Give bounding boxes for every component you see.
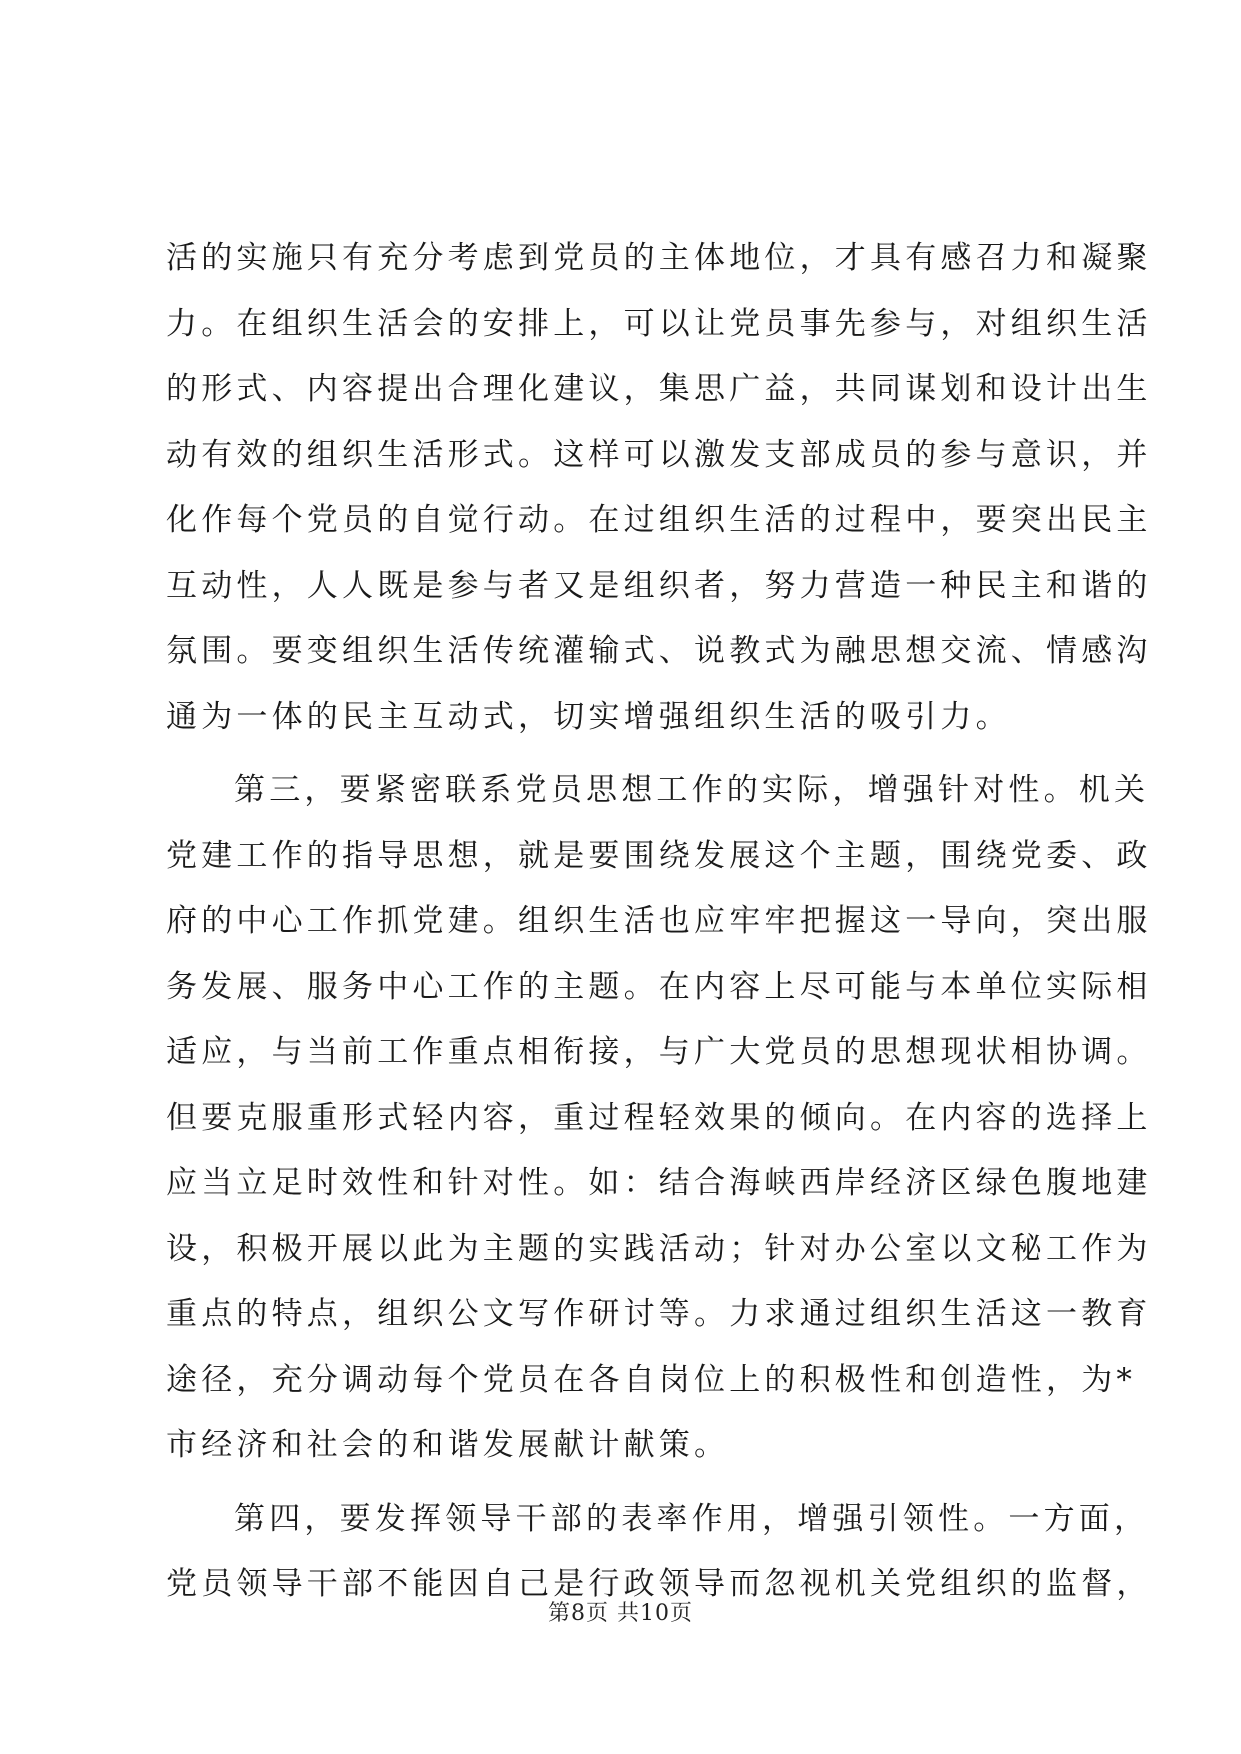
- paragraph-line: 设，积极开展以此为主题的实践活动；针对办公室以文秘工作为: [166, 1230, 1152, 1267]
- paragraph-line: 的形式、内容提出合理化建议，集思广益，共同谋划和设计出生: [166, 371, 1152, 407]
- paragraph-line: 互动性，人人既是参与者又是组织者，努力营造一种民主和谐的: [166, 567, 1152, 604]
- paragraph-first-line: 第四，要发挥领导干部的表率作用，增强引领性。一方面，: [234, 1500, 1150, 1537]
- paragraph-line: 务发展、服务中心工作的主题。在内容上尽可能与本单位实际相: [166, 968, 1152, 1005]
- paragraph-line: 氛围。要变组织生活传统灌输式、说教式为融思想交流、情感沟: [166, 633, 1152, 669]
- paragraph-line: 力。在组织生活会的安排上，可以让党员事先参与，对组织生活: [166, 305, 1152, 342]
- paragraph-line: 通为一体的民主互动式，切实增强组织生活的吸引力。: [166, 698, 1011, 735]
- paragraph-line: 化作每个党员的自觉行动。在过组织生活的过程中，要突出民主: [166, 502, 1152, 538]
- paragraph-line: 党员领导干部不能因自己是行政领导而忽视机关党组织的监督，: [166, 1566, 1152, 1602]
- paragraph-line: 重点的特点，组织公文写作研讨等。力求通过组织生活这一教育: [166, 1296, 1152, 1332]
- paragraph-line: 活的实施只有充分考虑到党员的主体地位，才具有感召力和凝聚: [166, 240, 1152, 276]
- paragraph-line: 府的中心工作抓党建。组织生活也应牢牢把握这一导向，突出服: [166, 903, 1152, 939]
- paragraph-first-line: 第三，要紧密联系党员思想工作的实际，增强针对性。机关: [234, 772, 1150, 808]
- paragraph-line: 动有效的组织生活形式。这样可以激发支部成员的参与意识，并: [166, 436, 1152, 473]
- paragraph-line: 适应，与当前工作重点相衔接，与广大党员的思想现状相协调。: [166, 1034, 1152, 1070]
- document-body: [166, 226, 1152, 1618]
- paragraph-line: 应当立足时效性和针对性。如：结合海峡西岸经济区绿色腹地建: [166, 1165, 1152, 1201]
- paragraph-line: 途径，充分调动每个党员在各自岗位上的积极性和创造性，为*: [166, 1361, 1137, 1398]
- paragraph-line: 市经济和社会的和谐发展献计献策。: [166, 1427, 730, 1463]
- paragraph-line: 党建工作的指导思想，就是要围绕发展这个主题，围绕党委、政: [166, 837, 1152, 874]
- page-footer: 第8页 共10页: [548, 1601, 693, 1626]
- paragraph-line: 但要克服重形式轻内容，重过程轻效果的倾向。在内容的选择上: [166, 1099, 1152, 1136]
